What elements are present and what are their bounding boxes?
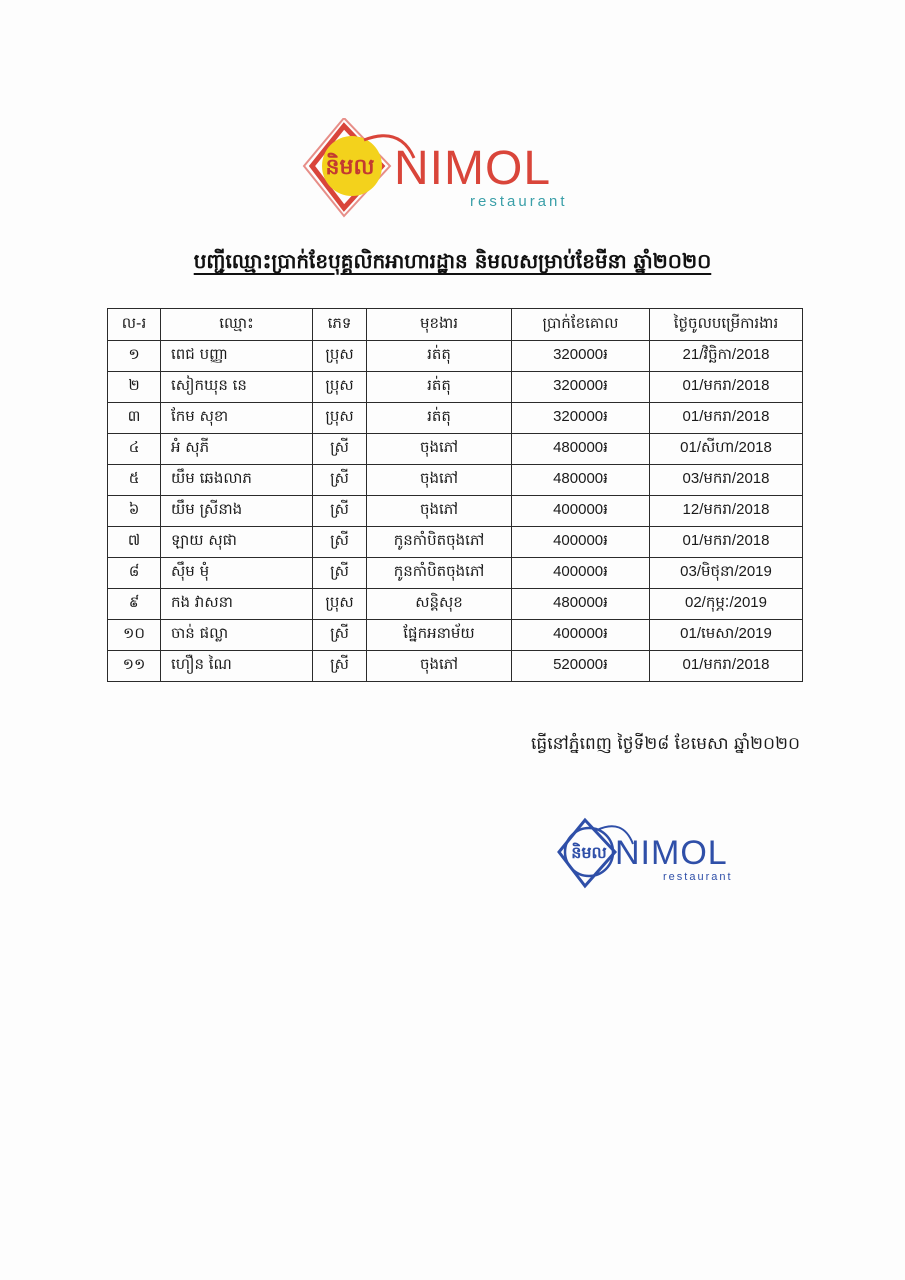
cell-start-date: 01/មេសា/2019 [650,620,803,651]
cell-name: កង វាសនា [161,589,313,620]
cell-salary: 520000៛ [512,651,650,682]
cell-number: ១១ [108,651,161,682]
cell-sex: ប្រុស [313,589,367,620]
cell-name: អំ សុភី [161,434,313,465]
cell-position: ចុងភៅ [367,496,512,527]
cell-salary: 320000៛ [512,403,650,434]
cell-position: កូនកាំបិតចុងភៅ [367,527,512,558]
cell-start-date: 01/មករា/2018 [650,403,803,434]
table-row [108,372,803,403]
nimol-logo [302,118,602,218]
cell-salary: 400000៛ [512,527,650,558]
cell-salary: 400000៛ [512,620,650,651]
nimol-logo-graphic [302,118,602,218]
salary-table [107,308,803,682]
header-number: ល-រ [108,309,161,341]
cell-salary: 480000៛ [512,434,650,465]
cell-position: ចុងភៅ [367,465,512,496]
stamp-brand-text: NIMOL [615,834,728,872]
cell-start-date: 01/មករា/2018 [650,651,803,682]
cell-number: ៩ [108,589,161,620]
cell-name: ចាន់ ផល្លា [161,620,313,651]
cell-sex: ស្រី [313,527,367,558]
header-position: មុខងារ [367,309,512,341]
table-row [108,558,803,589]
cell-number: ៤ [108,434,161,465]
nimol-stamp-graphic [553,812,753,892]
cell-name: យឹម ស្រីនាង [161,496,313,527]
header-start-date: ថ្ងៃចូលបម្រើការងារ [650,309,803,341]
cell-name: ពេជ បញ្ញា [161,341,313,372]
table-row [108,527,803,558]
cell-sex: ប្រុស [313,372,367,403]
cell-position: រត់តុ [367,372,512,403]
table-row [108,403,803,434]
logo-brand-text: NIMOL [394,142,552,195]
table-row [108,620,803,651]
cell-start-date: 02/កុម្ភៈ/2019 [650,589,803,620]
cell-name: ស៊ឹម មុំ [161,558,313,589]
cell-start-date: 03/មករា/2018 [650,465,803,496]
document-title: បញ្ជីឈ្មោះប្រាក់ខែបុគ្គលិកអាហារដ្ឋាន និមលសម្រាប់ខែមីនា ឆ្នាំ២០២០ [193,249,712,273]
cell-salary: 480000៛ [512,465,650,496]
cell-position: ចុងភៅ [367,651,512,682]
stamp-tagline: restaurant [663,871,733,883]
stamp-khmer-mark: និមល [571,843,607,862]
cell-number: ៥ [108,465,161,496]
header-name: ឈ្មោះ [161,309,313,341]
nimol-stamp [553,812,753,892]
cell-sex: ស្រី [313,558,367,589]
cell-position: សន្តិសុខ [367,589,512,620]
cell-sex: ប្រុស [313,403,367,434]
table-row [108,589,803,620]
cell-position: កូនកាំបិតចុងភៅ [367,558,512,589]
logo-khmer-mark: និមល [325,155,375,180]
cell-number: ៣ [108,403,161,434]
cell-start-date: 01/មករា/2018 [650,372,803,403]
table-row [108,341,803,372]
cell-sex: ស្រី [313,496,367,527]
cell-number: ៧ [108,527,161,558]
cell-sex: ស្រី [313,651,367,682]
cell-position: ផ្នែកអនាម័យ [367,620,512,651]
cell-start-date: 01/មករា/2018 [650,527,803,558]
cell-sex: ស្រី [313,434,367,465]
header-sex: ភេទ [313,309,367,341]
cell-salary: 400000៛ [512,558,650,589]
footer-date-line: ធ្វើនៅភ្នំពេញ ថ្ងៃទី២៨ ខែមេសា ឆ្នាំ២០២០ [531,734,800,754]
cell-sex: ស្រី [313,465,367,496]
cell-name: យឹម ឆេងលាភ [161,465,313,496]
cell-name: ហឿន ណៃ [161,651,313,682]
table-row [108,496,803,527]
cell-salary: 320000៛ [512,341,650,372]
cell-number: ២ [108,372,161,403]
cell-number: ១ [108,341,161,372]
cell-number: ១០ [108,620,161,651]
cell-salary: 480000៛ [512,589,650,620]
cell-position: រត់តុ [367,403,512,434]
cell-name: សៀកឃុន នេ [161,372,313,403]
cell-sex: ប្រុស [313,341,367,372]
logo-tagline: restaurant [470,193,568,210]
table-row [108,651,803,682]
cell-sex: ស្រី [313,620,367,651]
cell-name: ឡាយ សុផា [161,527,313,558]
table-row [108,434,803,465]
cell-salary: 400000៛ [512,496,650,527]
cell-start-date: 03/មិថុនា/2019 [650,558,803,589]
table-row [108,465,803,496]
cell-salary: 320000៛ [512,372,650,403]
header-salary: ប្រាក់ខែគោល [512,309,650,341]
cell-number: ៦ [108,496,161,527]
cell-name: កែម សុខា [161,403,313,434]
cell-number: ៨ [108,558,161,589]
table-header-row [108,309,803,341]
cell-position: រត់តុ [367,341,512,372]
cell-start-date: 01/សីហា/2018 [650,434,803,465]
cell-start-date: 12/មករា/2018 [650,496,803,527]
cell-start-date: 21/វិច្ឆិកា/2018 [650,341,803,372]
cell-position: ចុងភៅ [367,434,512,465]
